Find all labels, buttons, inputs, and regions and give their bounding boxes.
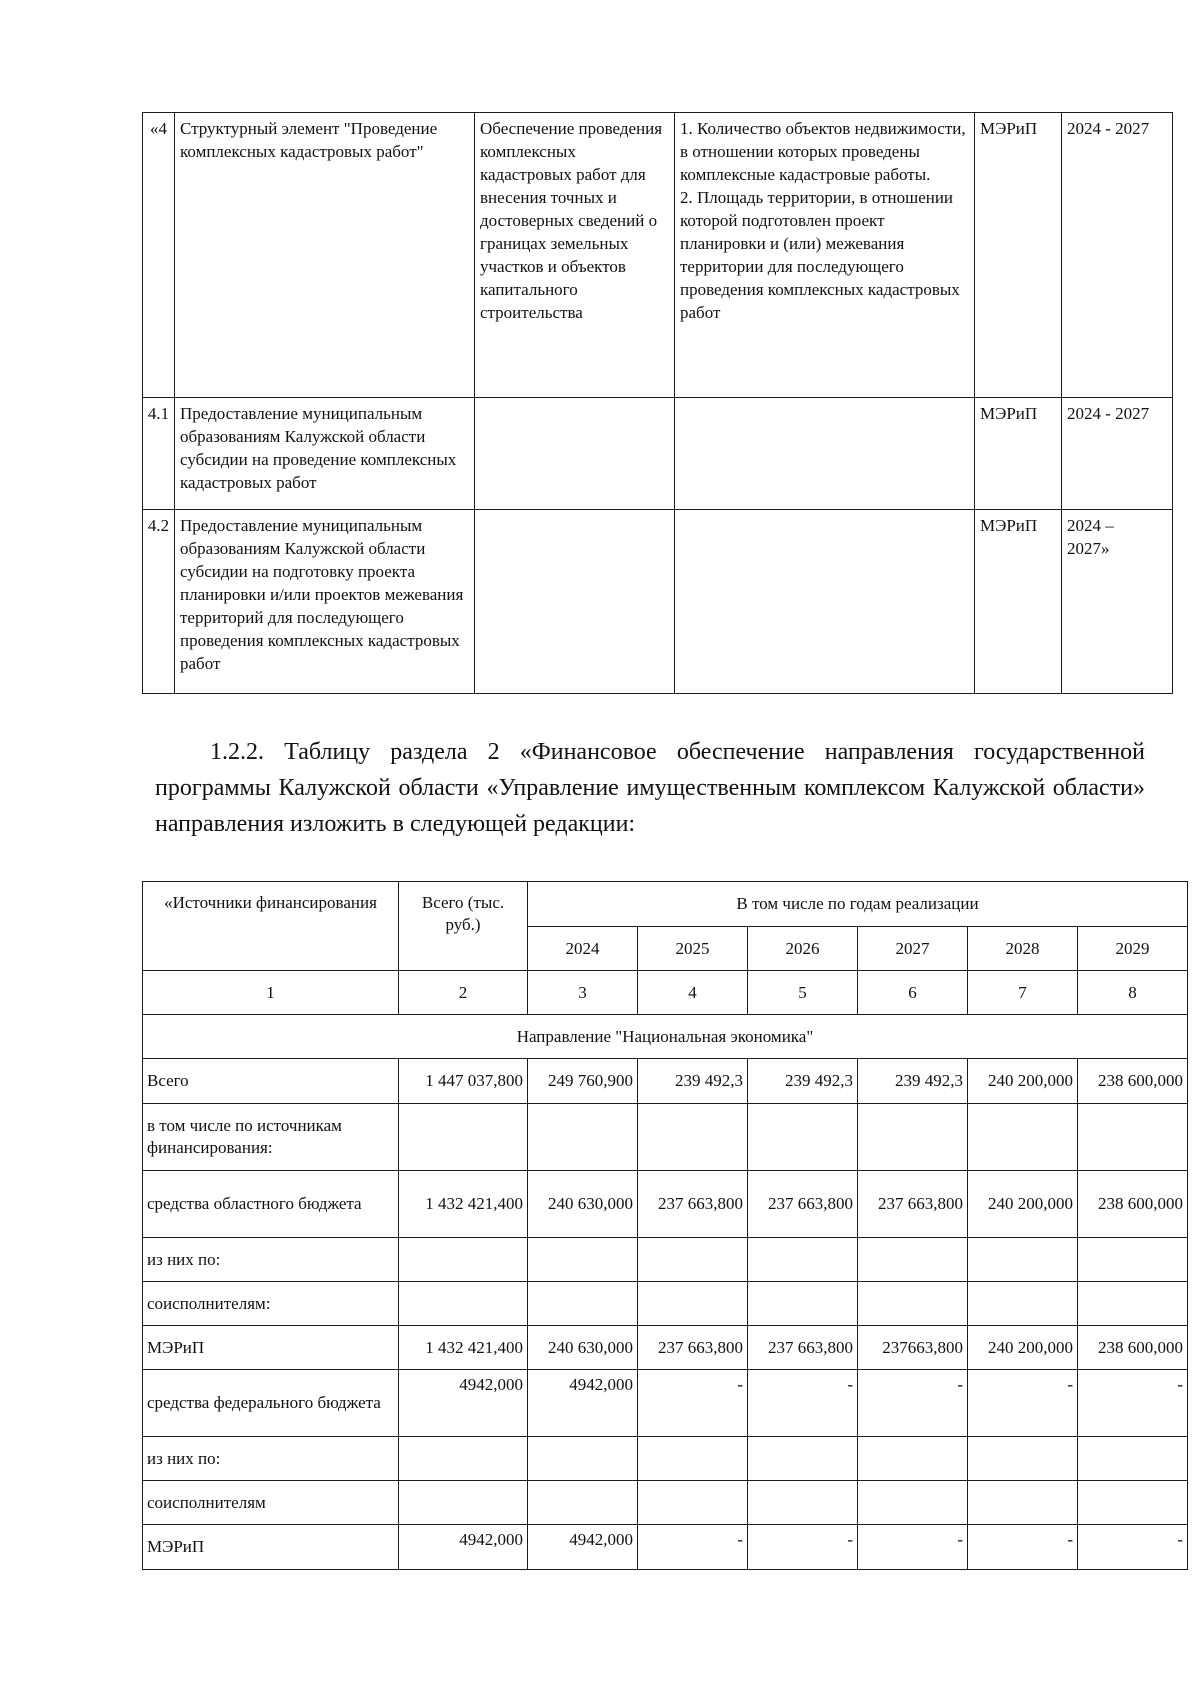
cell-value xyxy=(1078,1238,1188,1282)
table1-row xyxy=(143,398,1173,510)
cell-value xyxy=(858,1282,968,1326)
cell-value: 237 663,800 xyxy=(638,1171,748,1238)
table-row xyxy=(143,1238,1188,1282)
cell-value: - xyxy=(638,1525,748,1570)
header-year: 2026 xyxy=(748,927,858,971)
element-period: 2024 - 2027 xyxy=(1062,113,1173,398)
cell-value: 240 200,000 xyxy=(968,1059,1078,1104)
row-label: в том числе по источникам финансирования: xyxy=(143,1104,399,1171)
col-number: 6 xyxy=(858,971,968,1015)
table-row xyxy=(143,1171,1188,1238)
cell-value: 249 760,900 xyxy=(528,1059,638,1104)
cell-value: - xyxy=(858,1370,968,1437)
header-year: 2025 xyxy=(638,927,748,971)
cell-value: 238 600,000 xyxy=(1078,1059,1188,1104)
cell-value xyxy=(1078,1437,1188,1481)
cell-value: 237 663,800 xyxy=(858,1171,968,1238)
col-number: 5 xyxy=(748,971,858,1015)
element-indicators: 1. Количество объектов недвижимости, в отношении которых проведены комплексные кадастровые работы. 2. Площадь территории, в отношении которой подготовлен проект планировки и (или) межевания территории для последующего проведения комплексных кадастровых работ xyxy=(675,113,975,398)
financing-table xyxy=(142,881,1188,1570)
cell-value xyxy=(748,1437,858,1481)
header-total: Всего (тыс. руб.) xyxy=(399,882,528,971)
body-paragraph: 1.2.2. Таблицу раздела 2 «Финансовое обеспечение направления государственной программы Калужской области «Управление имущественным комплексом Калужской области» направления изложить в следующей редакции: xyxy=(155,739,1145,837)
row-label: средства федерального бюджета xyxy=(143,1370,399,1437)
cell-value xyxy=(528,1238,638,1282)
cell-value xyxy=(638,1282,748,1326)
cell-value xyxy=(748,1282,858,1326)
element-purpose xyxy=(475,398,675,510)
header-sources: «Источники финансирования xyxy=(143,882,399,971)
cell-value xyxy=(528,1437,638,1481)
row-label: соисполнителям: xyxy=(143,1282,399,1326)
cell-value xyxy=(1078,1104,1188,1171)
cell-value: 240 630,000 xyxy=(528,1171,638,1238)
table1-row xyxy=(143,510,1173,694)
table-row xyxy=(143,1481,1188,1525)
cell-value: - xyxy=(1078,1525,1188,1570)
element-name: Предоставление муниципальным образованиям Калужской области субсидии на подготовку проекта планировки и/или проектов межевания территорий для последующего проведения комплексных кадастровых работ xyxy=(175,510,475,694)
cell-value: 4942,000 xyxy=(528,1370,638,1437)
row-number: «4 xyxy=(143,113,175,398)
cell-value: 4942,000 xyxy=(528,1525,638,1570)
table-row xyxy=(143,1059,1188,1104)
section-title: Направление "Национальная экономика" xyxy=(143,1015,1188,1059)
header-by-years: В том числе по годам реализации xyxy=(528,882,1188,927)
cell-value xyxy=(528,1282,638,1326)
cell-value: 1 432 421,400 xyxy=(399,1326,528,1370)
cell-value: - xyxy=(968,1525,1078,1570)
cell-value xyxy=(748,1481,858,1525)
header-row xyxy=(143,882,1188,927)
cell-value: - xyxy=(968,1370,1078,1437)
cell-value xyxy=(638,1238,748,1282)
cell-value xyxy=(968,1282,1078,1326)
element-executor: МЭРиП xyxy=(975,398,1062,510)
element-executor: МЭРиП xyxy=(975,113,1062,398)
row-label: МЭРиП xyxy=(143,1525,399,1570)
cell-value xyxy=(1078,1282,1188,1326)
cell-value xyxy=(858,1481,968,1525)
cell-value: 239 492,3 xyxy=(638,1059,748,1104)
row-label: из них по: xyxy=(143,1437,399,1481)
column-numbers-row xyxy=(143,971,1188,1015)
col-number: 2 xyxy=(399,971,528,1015)
cell-value: 238 600,000 xyxy=(1078,1326,1188,1370)
table-row xyxy=(143,1525,1188,1570)
cell-value xyxy=(968,1437,1078,1481)
cell-value: 238 600,000 xyxy=(1078,1171,1188,1238)
row-number: 4.2 xyxy=(143,510,175,694)
cell-value xyxy=(399,1481,528,1525)
cell-value: 237 663,800 xyxy=(748,1171,858,1238)
row-number: 4.1 xyxy=(143,398,175,510)
element-period: 2024 – 2027» xyxy=(1062,510,1173,694)
row-label: средства областного бюджета xyxy=(143,1171,399,1238)
cell-value: - xyxy=(1078,1370,1188,1437)
col-number: 4 xyxy=(638,971,748,1015)
cell-value: 240 200,000 xyxy=(968,1326,1078,1370)
col-number: 8 xyxy=(1078,971,1188,1015)
section-row xyxy=(143,1015,1188,1059)
cell-value: 4942,000 xyxy=(399,1525,528,1570)
cell-value: 237663,800 xyxy=(858,1326,968,1370)
element-name: Структурный элемент "Проведение комплексных кадастровых работ" xyxy=(175,113,475,398)
element-name: Предоставление муниципальным образованиям Калужской области субсидии на проведение комплексных кадастровых работ xyxy=(175,398,475,510)
cell-value: 4942,000 xyxy=(399,1370,528,1437)
col-number: 3 xyxy=(528,971,638,1015)
element-indicators xyxy=(675,510,975,694)
row-label: из них по: xyxy=(143,1238,399,1282)
table-row xyxy=(143,1437,1188,1481)
header-year: 2024 xyxy=(528,927,638,971)
table-row xyxy=(143,1326,1188,1370)
cell-value xyxy=(858,1437,968,1481)
element-purpose: Обеспечение проведения комплексных кадастровых работ для внесения точных и достоверных сведений о границах земельных участков и объектов капитального строительства xyxy=(475,113,675,398)
cell-value xyxy=(638,1481,748,1525)
cell-value xyxy=(968,1481,1078,1525)
cell-value xyxy=(968,1238,1078,1282)
element-executor: МЭРиП xyxy=(975,510,1062,694)
cell-value: 237 663,800 xyxy=(638,1326,748,1370)
cell-value xyxy=(638,1437,748,1481)
cell-value: 240 630,000 xyxy=(528,1326,638,1370)
header-year: 2029 xyxy=(1078,927,1188,971)
cell-value: 1 447 037,800 xyxy=(399,1059,528,1104)
cell-value: 240 200,000 xyxy=(968,1171,1078,1238)
element-indicators xyxy=(675,398,975,510)
cell-value: - xyxy=(858,1525,968,1570)
cell-value xyxy=(399,1437,528,1481)
table-row xyxy=(143,1104,1188,1171)
cell-value: - xyxy=(748,1370,858,1437)
cell-value: 237 663,800 xyxy=(748,1326,858,1370)
cell-value xyxy=(968,1104,1078,1171)
activities-table xyxy=(142,112,1173,694)
cell-value: 239 492,3 xyxy=(858,1059,968,1104)
cell-value xyxy=(1078,1481,1188,1525)
row-label: МЭРиП xyxy=(143,1326,399,1370)
cell-value: - xyxy=(748,1525,858,1570)
header-year: 2028 xyxy=(968,927,1078,971)
element-period: 2024 - 2027 xyxy=(1062,398,1173,510)
row-label: Всего xyxy=(143,1059,399,1104)
cell-value xyxy=(858,1238,968,1282)
cell-value xyxy=(858,1104,968,1171)
cell-value xyxy=(399,1238,528,1282)
cell-value: 239 492,3 xyxy=(748,1059,858,1104)
element-purpose xyxy=(475,510,675,694)
table-row xyxy=(143,1370,1188,1437)
row-label: соисполнителям xyxy=(143,1481,399,1525)
col-number: 1 xyxy=(143,971,399,1015)
cell-value xyxy=(748,1104,858,1171)
cell-value xyxy=(528,1104,638,1171)
table-row xyxy=(143,1282,1188,1326)
cell-value xyxy=(399,1104,528,1171)
cell-value xyxy=(748,1238,858,1282)
cell-value xyxy=(399,1282,528,1326)
table1-row xyxy=(143,113,1173,398)
cell-value xyxy=(528,1481,638,1525)
col-number: 7 xyxy=(968,971,1078,1015)
header-year: 2027 xyxy=(858,927,968,971)
cell-value: - xyxy=(638,1370,748,1437)
cell-value: 1 432 421,400 xyxy=(399,1171,528,1238)
cell-value xyxy=(638,1104,748,1171)
